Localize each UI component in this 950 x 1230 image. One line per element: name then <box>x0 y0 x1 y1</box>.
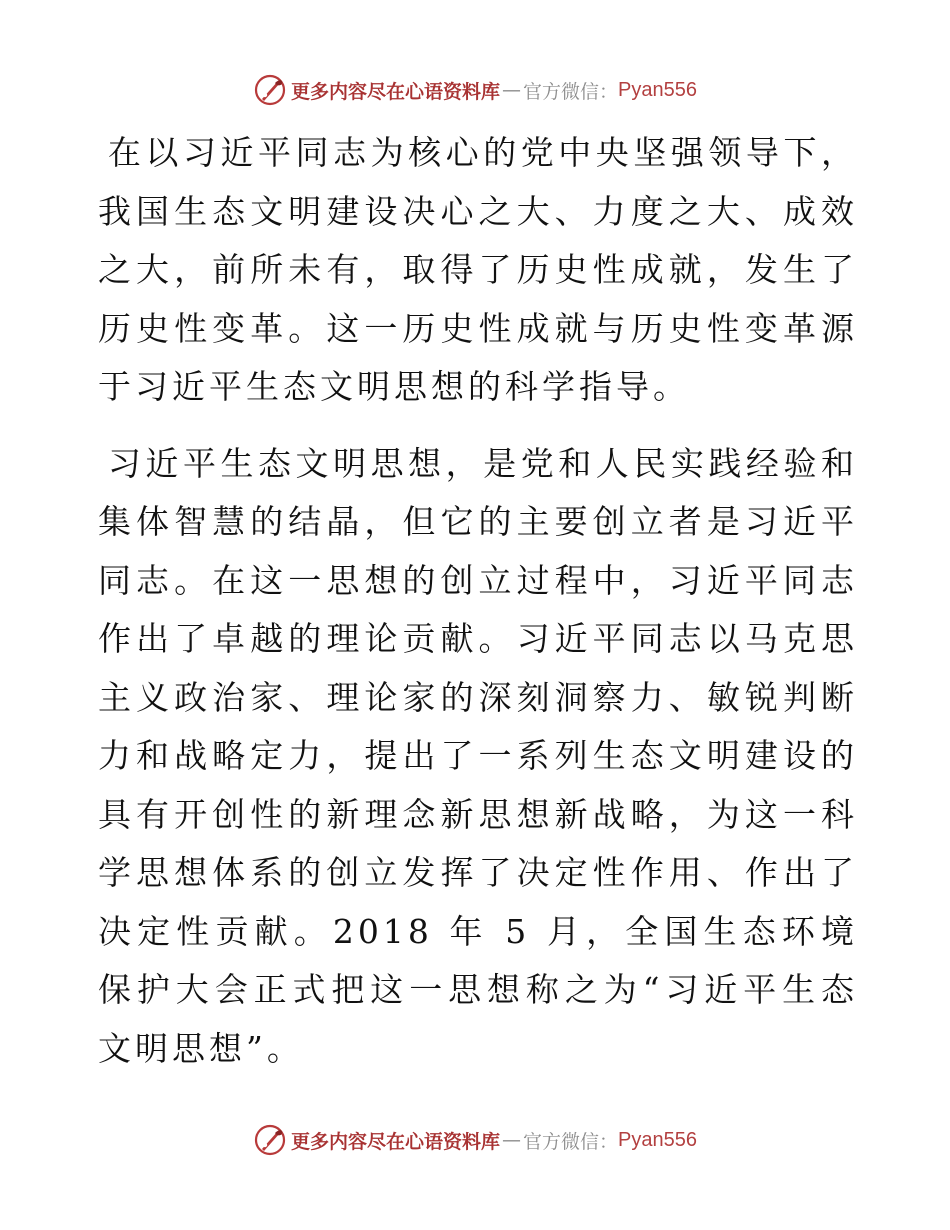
header-watermark <box>0 70 950 110</box>
quill-pen-logo-icon <box>253 73 287 107</box>
watermark-wechat-label: 官方微信： <box>523 1130 619 1153</box>
watermark-separator: — <box>502 1129 522 1151</box>
quill-pen-logo-icon <box>253 1123 287 1157</box>
body-paragraph-1: 在以习近平同志为核心的党中央坚强领导下，我国生态文明建设决心之大、力度之大、成效之大，前所未有，取得了历史性成就，发生了历史性变革。这一历史性成就与历史性变革源于习近平生态文明思想的科学指导。 <box>98 133 858 406</box>
watermark-wechat-id: Pyan556 <box>618 78 697 101</box>
watermark-brand-text: 更多内容尽在心语资料库 <box>291 1130 501 1153</box>
watermark-separator: — <box>502 79 522 101</box>
watermark-wechat-id: Pyan556 <box>618 1128 697 1151</box>
watermark-brand-text: 更多内容尽在心语资料库 <box>291 80 501 103</box>
body-paragraph-2: 习近平生态文明思想，是党和人民实践经验和集体智慧的结晶，但它的主要创立者是习近平同志。在这一思想的创立过程中，习近平同志作出了卓越的理论贡献。习近平同志以马克思主义政治家、理论家的深刻洞察力、敏锐判断力和战略定力，提出了一系列生态文明建设的具有开创性的新理念新思想新战略，为这一科学思想体系的创立发挥了决定性作用、作出了决定性贡献。2018 年 5 月，全国生态环境保护大会正式把这一思想称之为“习近平生态文明思想”。 <box>98 443 858 1068</box>
footer-watermark <box>0 1120 950 1160</box>
watermark-wechat-label: 官方微信： <box>523 80 619 103</box>
document-body <box>98 124 858 1078</box>
